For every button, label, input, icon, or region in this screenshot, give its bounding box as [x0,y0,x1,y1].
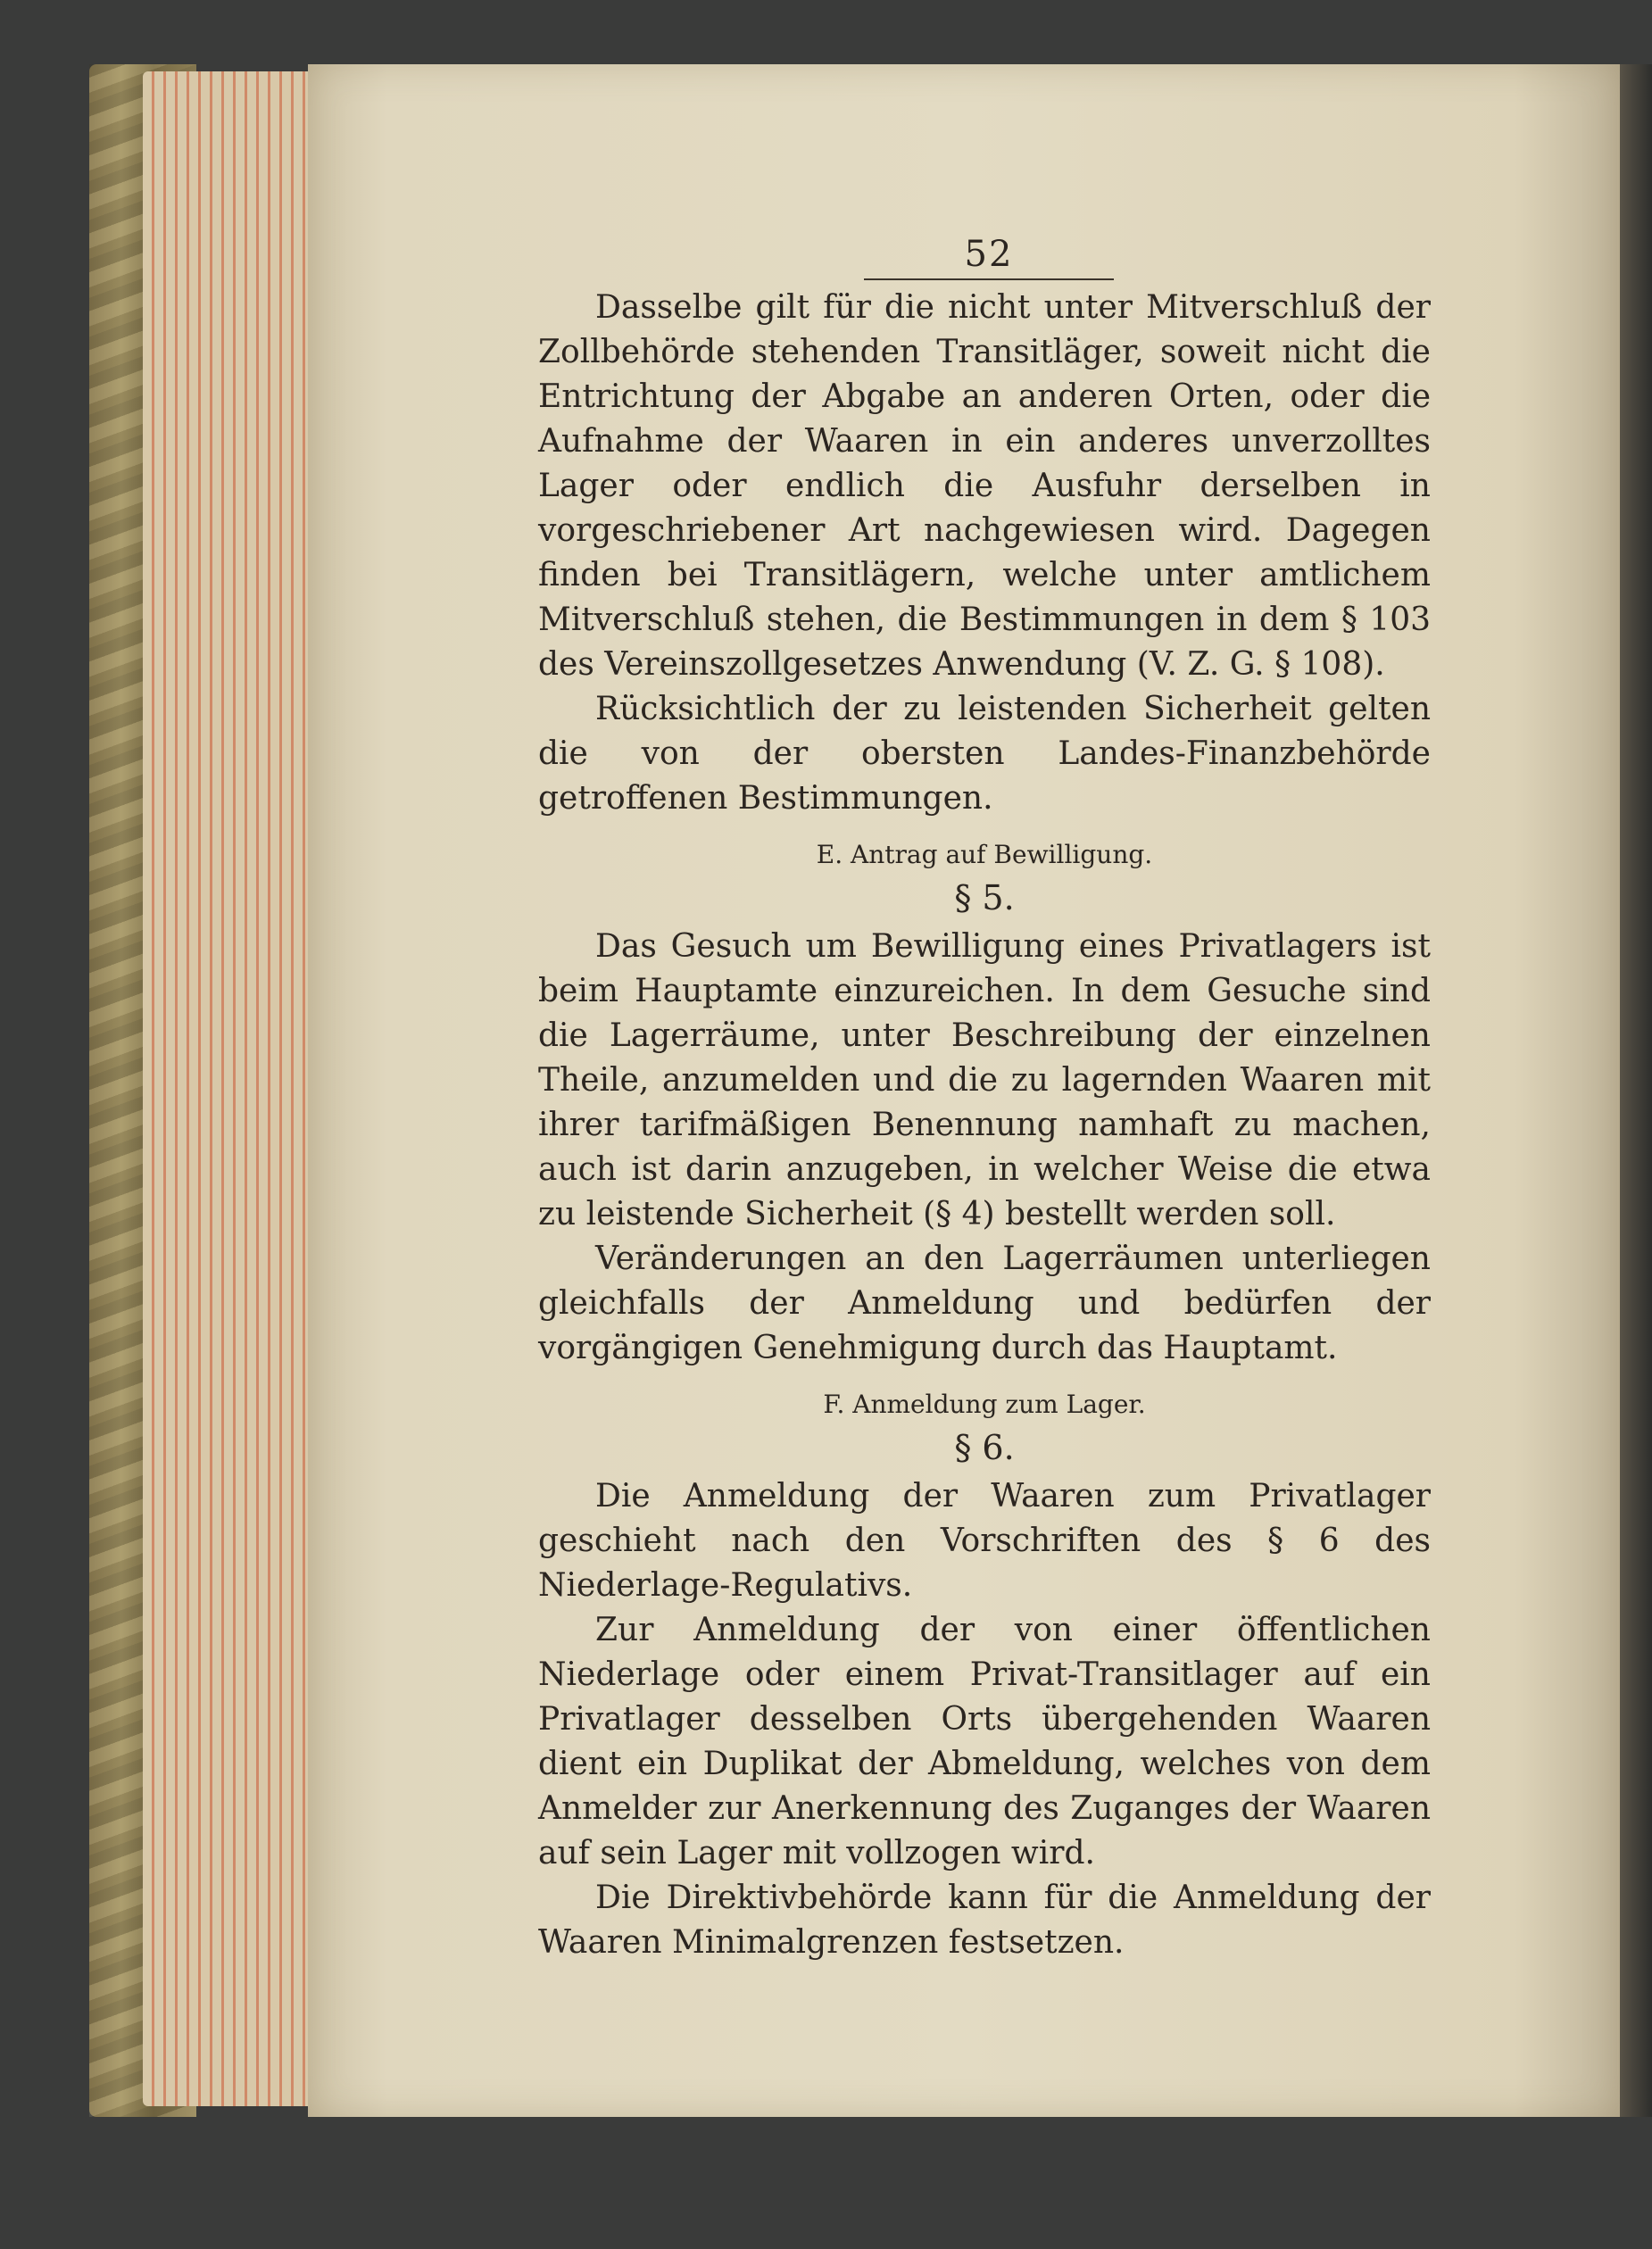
book-page [308,64,1620,2117]
paragraph: Rücksichtlich der zu leistenden Sicherheit gelten die von der obersten Landes-Finanzbehörde getroffenen Bestimmungen. [538,691,1431,817]
section-number-5: § 5. [954,878,1015,917]
section-heading-e: E. Antrag auf Bewilligung. [816,840,1153,869]
paragraph: Dasselbe gilt für die nicht unter Mitverschluß der Zollbehörde stehenden Transitläger, soweit nicht die Entrichtung der Abgabe an anderen Orten, oder die Aufnahme der Waaren in ein anderes unverzolltes Lager oder endlich die Ausfuhr derselben in vorgeschriebener Art nachgewiesen wird. Dagegen finden bei Transitlägern, welche unter amtlichem Mitverschluß stehen, die Bestimmungen in dem § 103 des Vereinszollgesetzes Anwendung (V. Z. G. § 108). [538,289,1431,683]
paragraph: Zur Anmeldung der von einer öffentlichen Niederlage oder einem Privat-Transitlager auf ein Privatlager desselben Orts übergehenden Waaren dient ein Duplikat der Abmeldung, welches von dem Anmelder zur Anerkennung des Zuganges der Waaren auf sein Lager mit vollzogen wird. [538,1612,1431,1871]
paragraph: Das Gesuch um Bewilligung eines Privatlagers ist beim Hauptamte einzureichen. In dem Gesuche sind die Lagerräume, unter Beschreibung der einzelnen Theile, anzumelden und die zu lagernden Waaren mit ihrer tarifmäßigen Benennung namhaft zu machen, auch ist darin anzugeben, in welcher Weise die etwa zu leistende Sicherheit (§ 4) bestellt werden soll. [538,928,1431,1232]
section-number-6: § 6. [954,1428,1015,1467]
text-block [538,234,1431,1965]
page-number: 52 [864,234,1114,280]
paragraph: Veränderungen an den Lagerräumen unterliegen gleichfalls der Anmeldung und bedürfen der vorgängigen Genehmigung durch das Hauptamt. [538,1241,1431,1366]
section-heading-f: F. Anmeldung zum Lager. [823,1390,1146,1419]
paragraph: Die Direktivbehörde kann für die Anmeldung der Waaren Minimalgrenzen festsetzen. [538,1880,1431,1961]
paragraph: Die Anmeldung der Waaren zum Privatlager geschieht nach den Vorschriften des § 6 des Niederlage-Regulativs. [538,1478,1431,1604]
facing-page-edge [1616,64,1652,2117]
page-edge-stack [143,71,321,2106]
